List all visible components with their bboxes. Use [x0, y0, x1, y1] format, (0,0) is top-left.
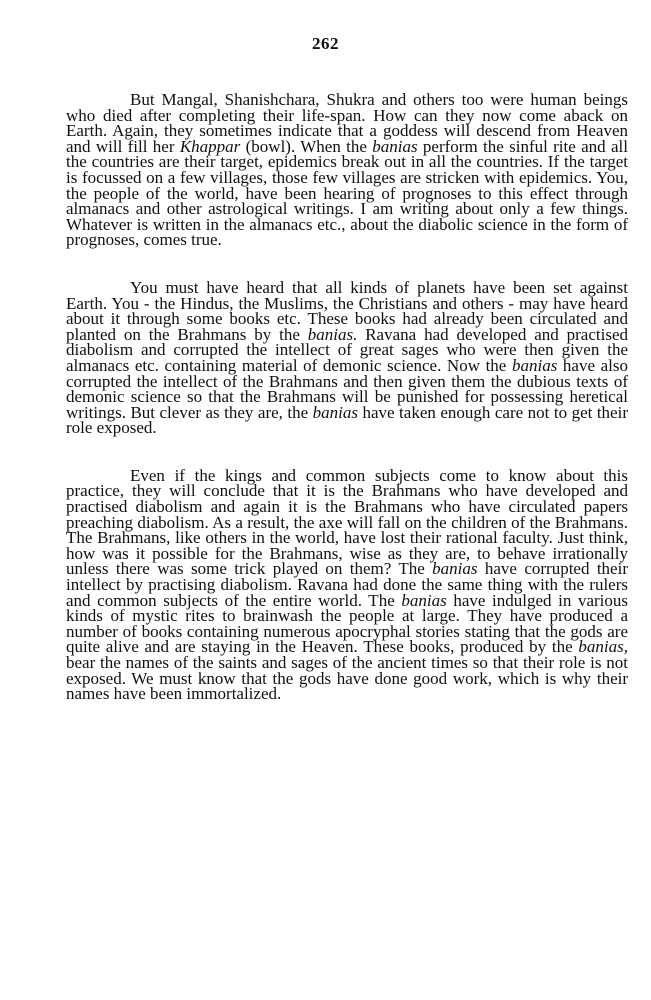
paragraph — [66, 92, 628, 248]
paragraph — [66, 465, 628, 704]
text-segment: Ravana had developed and practised diabolism and corrupted the intellect of great sages who were then given the almanacs etc. containing material of demonic science. Now the — [66, 324, 628, 375]
text-segment: You must have heard that all kinds of planets have been set against Earth. You - the Hindus, the Muslims, the Christians and others - may have heard about it through some books etc. These books had already been circulated and planted on the Brahmans by the — [66, 277, 628, 344]
italic-term: Khappar — [179, 136, 241, 156]
italic-term: banias. — [307, 324, 358, 344]
italic-term: banias — [372, 136, 418, 156]
text-segment: perform the sinful rite and all the countries are their target, epidemics break out in all the countries. If the target is focussed on a few villages, those few villages are stricken with epidemics. You, the people of the world, have been hearing of prognoses to this effect through almanacs and other astrological writings. I am writing about only a few things. Whatever is written in the almanacs etc., about the diabolic science in the form of prognoses, comes true. — [66, 136, 628, 250]
italic-term: banias — [511, 355, 558, 375]
paragraph — [66, 277, 628, 438]
text-segment: have indulged in various kinds of mystic rites to brainwash the people at large. They have produced a number of books containing numerous apocryphal stories stating that the gods are quite alive and are staying in the Heaven. These books, produced by the — [66, 590, 628, 657]
text-segment: Even if the kings and common subjects come to know about this practice, they will conclude that it is the Brahmans who have developed and practised diabolism and again it is the Brahmans who have circulated papers preaching diabolism. As a result, the axe will fall on the children of the Brahmans. The Brahmans, like others in the world, have lost their rational faculty. Just think, how was it possible for the Brahmans, wise as they are, to behave irrationally unless there was some trick played on them? The — [66, 465, 628, 579]
italic-term: banias — [312, 402, 358, 422]
text-segment: have taken enough care not to get their role exposed. — [66, 402, 628, 438]
italic-term: banias — [432, 559, 478, 579]
text-segment: (bowl). When the — [240, 136, 373, 156]
text-segment: have corrupted their intellect by practising diabolism. Ravana had done the same thing with the rulers and common subjects of the entire world. The — [66, 559, 628, 610]
italic-term: banias — [401, 590, 447, 610]
body-text — [66, 92, 628, 702]
text-segment: bear the names of the saints and sages of the ancient times so that their role is not exposed. We must know that the gods have done good work, which is why their names have been immortalized. — [66, 653, 628, 704]
page-number: 262 — [312, 34, 339, 53]
italic-term: banias, — [578, 637, 628, 657]
text-segment: But Mangal, Shanishchara, Shukra and others too were human beings who died after completing their life-span. How can they now come aback on Earth. Again, they sometimes indicate that a goddess will descend from Heaven and will fill her — [66, 90, 628, 156]
text-segment: have also corrupted the intellect of the Brahmans and then given them the dubious texts of demonic science so that the Brahmans will be punished for possessing heretical writings. But clever as they are, the — [66, 355, 628, 422]
